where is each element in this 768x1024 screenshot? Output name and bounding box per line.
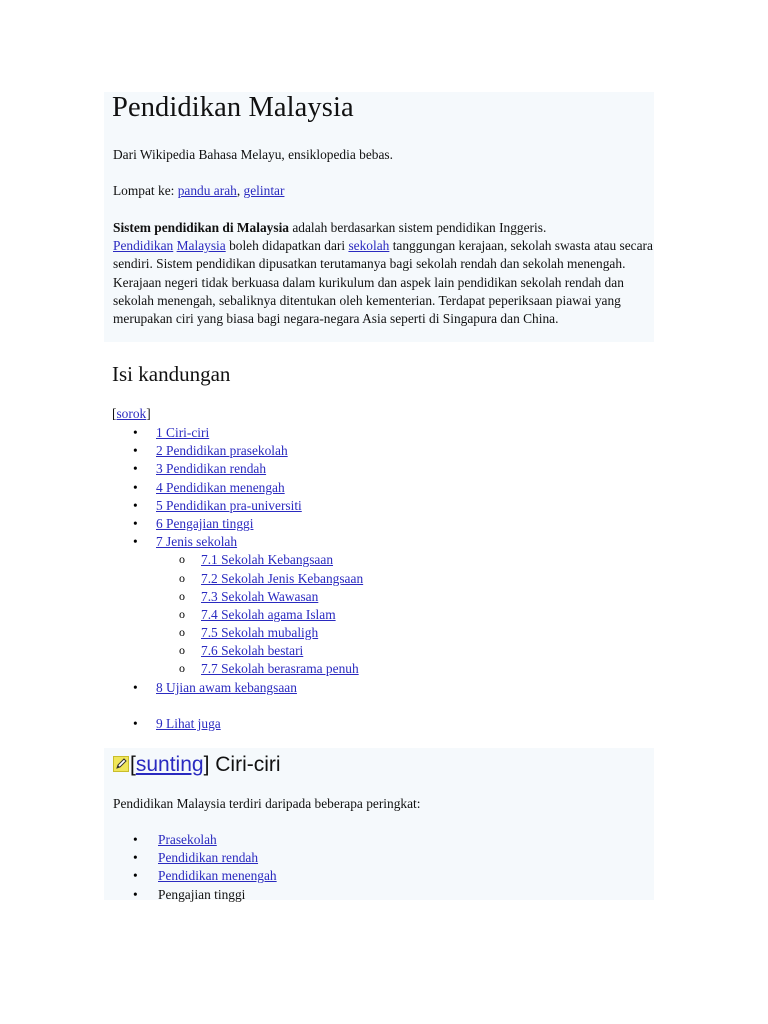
toc-hide-link[interactable]: sorok — [116, 406, 147, 421]
intro-bold-term: Sistem pendidikan di Malaysia — [113, 220, 289, 235]
toc-link[interactable]: 2 Pendidikan prasekolah — [156, 443, 288, 459]
intro-text-1: adalah berdasarkan sistem pendidikan Inggeris. — [288, 220, 547, 235]
edit-section-link[interactable]: sunting — [135, 753, 204, 776]
jump-to-links — [113, 183, 284, 199]
toc-link[interactable]: 3 Pendidikan rendah — [156, 461, 267, 477]
toc-link[interactable]: 7 Jenis sekolah — [156, 534, 238, 550]
toc-link[interactable]: 6 Pengajian tinggi — [156, 515, 254, 531]
toc-toggle-open: [ — [112, 406, 117, 421]
section-title: Ciri-ciri — [209, 753, 281, 776]
toc-sublink[interactable]: 7.5 Sekolah mubaligh — [201, 625, 319, 641]
toc-link[interactable]: 4 Pendidikan menengah — [156, 479, 285, 495]
toc-link[interactable]: 8 Ujian awam kebangsaan — [156, 679, 297, 695]
jump-prefix: Lompat ke: — [113, 183, 178, 198]
link-pendidikan[interactable]: Pendidikan — [113, 238, 174, 254]
toc-sublink[interactable]: 7.6 Sekolah bestari — [201, 643, 304, 659]
toc-sublink[interactable]: 7.4 Sekolah agama Islam — [201, 606, 336, 622]
link-prasekolah[interactable]: Prasekolah — [158, 832, 217, 847]
toc-sublink[interactable]: 7.1 Sekolah Kebangsaan — [201, 552, 334, 568]
intro-text-2: boleh didapatkan dari — [225, 238, 349, 254]
toc-sublink[interactable]: 7.7 Sekolah berasrama penuh — [201, 661, 359, 677]
jump-separator: , — [236, 183, 244, 198]
jump-navigation-link[interactable]: pandu arah — [177, 183, 237, 198]
toc-link[interactable]: 5 Pendidikan pra-universiti — [156, 497, 302, 513]
site-tagline: Dari Wikipedia Bahasa Melayu, ensiklopedia bebas. — [113, 147, 393, 162]
text-pengajian-tinggi: Pengajian tinggi — [158, 886, 246, 902]
toc-toggle-close: ] — [146, 406, 151, 421]
link-pendidikan-rendah[interactable]: Pendidikan rendah — [158, 850, 259, 866]
edit-bracket-close: ] — [203, 753, 210, 776]
jump-search-link[interactable]: gelintar — [243, 183, 285, 198]
page-title: Pendidikan Malaysia — [112, 92, 354, 123]
link-malaysia[interactable]: Malaysia — [176, 238, 226, 254]
edit-bracket-open: [ — [130, 753, 136, 776]
section-paragraph: Pendidikan Malaysia terdiri daripada beberapa peringkat: — [113, 796, 421, 811]
toc-link[interactable]: 9 Lihat juga — [156, 715, 221, 731]
toc-sublink[interactable]: 7.2 Sekolah Jenis Kebangsaan — [201, 570, 364, 586]
toc-title: Isi kandungan — [112, 362, 231, 386]
intro-text-3: tanggungan kerajaan, sekolah swasta atau secara sendiri. Sistem pendidikan dipusatkan terutamanya bagi sekolah rendah dan sekolah menengah. Kerajaan negeri tidak berkuasa dalam kurikulum dan aspek lain pendidikan sekolah rendah dan sekolah menengah, sebaliknya ditentukan oleh kementerian. Terdapat peperiksaan piawai yang merupakan ciri yang biasa bagi negara-negara Asia seperti di Singapura dan China. — [113, 238, 653, 327]
pencil-icon[interactable] — [113, 756, 129, 772]
link-pendidikan-menengah[interactable]: Pendidikan menengah — [158, 868, 277, 884]
toc-link[interactable]: 1 Ciri-ciri — [156, 425, 210, 440]
section-heading — [113, 752, 281, 777]
link-sekolah[interactable]: sekolah — [348, 238, 390, 254]
toc-toggle — [112, 406, 151, 422]
toc-sublink[interactable]: 7.3 Sekolah Wawasan — [201, 588, 319, 604]
intro-paragraph — [113, 219, 653, 328]
